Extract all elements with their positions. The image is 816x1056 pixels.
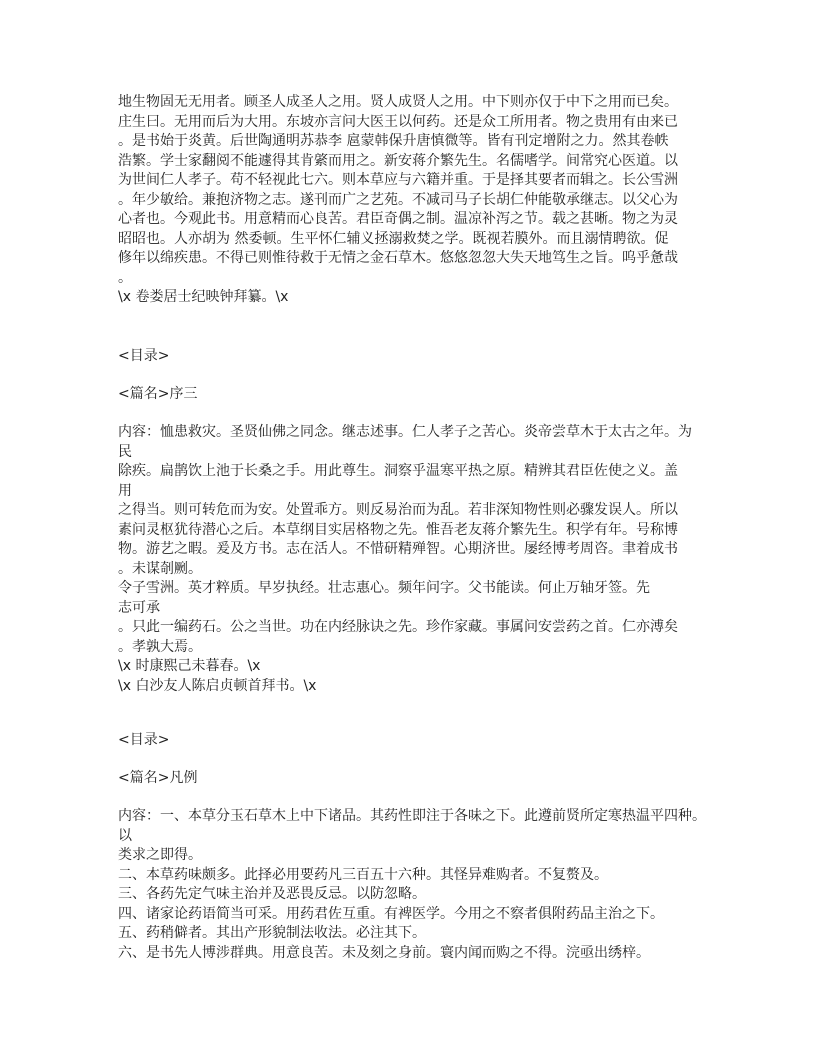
text-line: 浩繁。学士家翻阅不能遽得其肯綮而用之。新安蒋介繁先生。名儒嗜学。间常究心医道。以 [118,152,678,169]
text-line: 志可承 [118,599,160,616]
text-line: 庄生曰。无用而后为大用。东坡亦言问大医王以何药。还是众工所用者。物之贵用有由来已 [118,113,678,130]
signature-line: \x 白沙友人陈启贞顿首拜书。\x [118,677,317,694]
catalog-label: <目录> [118,348,170,364]
text-line: 类求之即得。 [118,847,202,863]
section-title [118,385,738,405]
date-line: \x 时康熙己未暮春。\x [118,658,261,674]
text-line: 二、本草药味颇多。此择必用要药凡三百五十六种。其怪异难购者。不复赘及。 [118,866,608,883]
catalog-heading [118,347,738,367]
text-line: 。只此一编药石。公之当世。功在内经脉诀之先。珍作家藏。事属问安尝药之首。仁亦溥矣 [118,619,678,635]
text-line: 之得当。则可转危而为安。处置乖方。则反易治而为乱。若非深知物性则必骤发误人。所以 [118,502,678,518]
text-line: 三、各药先定气味主治并及恶畏反忌。以防忽略。 [118,886,426,902]
fanli-content [118,807,738,963]
text-line: 地生物固无无用者。顾圣人成圣人之用。贤人成贤人之用。中下则亦仅于中下之用而已矣。 [118,94,678,110]
text-line: 心者也。今观此书。用意精而心良苦。君臣奇偶之制。温凉补泻之节。载之甚晰。物之为灵 [118,211,678,227]
text-line: 。未谋剞劂。 [118,560,202,577]
catalog-heading [118,731,738,751]
text-line: 民 [118,443,132,460]
section-title-label: <篇名>凡例 [118,770,198,786]
text-line: 除疾。扁鹊饮上池于长桑之手。用此尊生。洞察乎温寒平热之原。精辨其君臣佐使之义。盖 [118,463,678,479]
text-line: 四、诸家论药语简当可采。用药君佐互重。有裨医学。今用之不察者俱附药品主治之下。 [118,905,664,922]
signature-line: \x 卷娄居士纪映钟拜纂。\x [118,289,289,305]
text-line: 令子雪洲。英才粹质。早岁执经。壮志惠心。频年问字。父书能读。何止万轴牙签。先 [118,580,650,596]
text-line: 物。游艺之暇。爰及方书。志在活人。不惜研精殚智。心期济世。屡经博考周咨。聿着成书 [118,541,678,557]
text-line: 用 [118,482,132,499]
text-line: 昭昭也。人亦胡为 然委顿。生平怀仁辅义拯溺救焚之学。既视若膜外。而且溺情聘欲。促 [118,230,669,247]
text-line: 修年以绵疾患。不得已则惟待救于无情之金石草木。悠悠忽忽大失天地笃生之旨。呜乎惫哉 [118,250,678,266]
text-line: 为世间仁人孝子。苟不轻视此七六。则本草应与六籍并重。于是择其要者而辑之。长公雪洲 [118,172,678,188]
text-line: 。是书始于炎黄。后世陶通明苏恭李 扈蒙韩保升唐慎微等。皆有刊定增附之力。然其卷帙 [118,133,669,149]
text-line: 内容：一、本草分玉石草木上中下诸品。其药性即注于各味之下。此遵前贤所定寒热温平四种。 [118,808,706,824]
text-line: 以 [118,827,132,844]
text-line: 。孝孰大焉。 [118,638,202,655]
catalog-label: <目录> [118,732,170,748]
text-line: 。 [118,269,132,286]
text-line: 内容：恤患救灾。圣贤仙佛之同念。继志述事。仁人孝子之苦心。炎帝尝草木于太古之年。为 [118,424,692,440]
section-title [118,769,738,789]
preface3-content [118,423,738,696]
text-line: 素问灵枢犹待潜心之后。本草纲目实居格物之先。惟吾老友蒋介繁先生。积学有年。号称博 [118,521,678,538]
preface-end-text [118,93,738,308]
text-line: 六、是书先人博涉群典。用意良苦。未及刻之身前。寰内闻而购之不得。浣亟出绣梓。 [118,944,650,961]
text-line: 五、药稍僻者。其出产形貌制法收法。必注其下。 [118,925,426,941]
text-line: 。年少敏给。兼抱济物之志。遂刊而广之艺苑。不减司马子长胡仁仲能敬承继志。以父心为 [118,191,678,208]
section-title-label: <篇名>序三 [118,386,198,402]
